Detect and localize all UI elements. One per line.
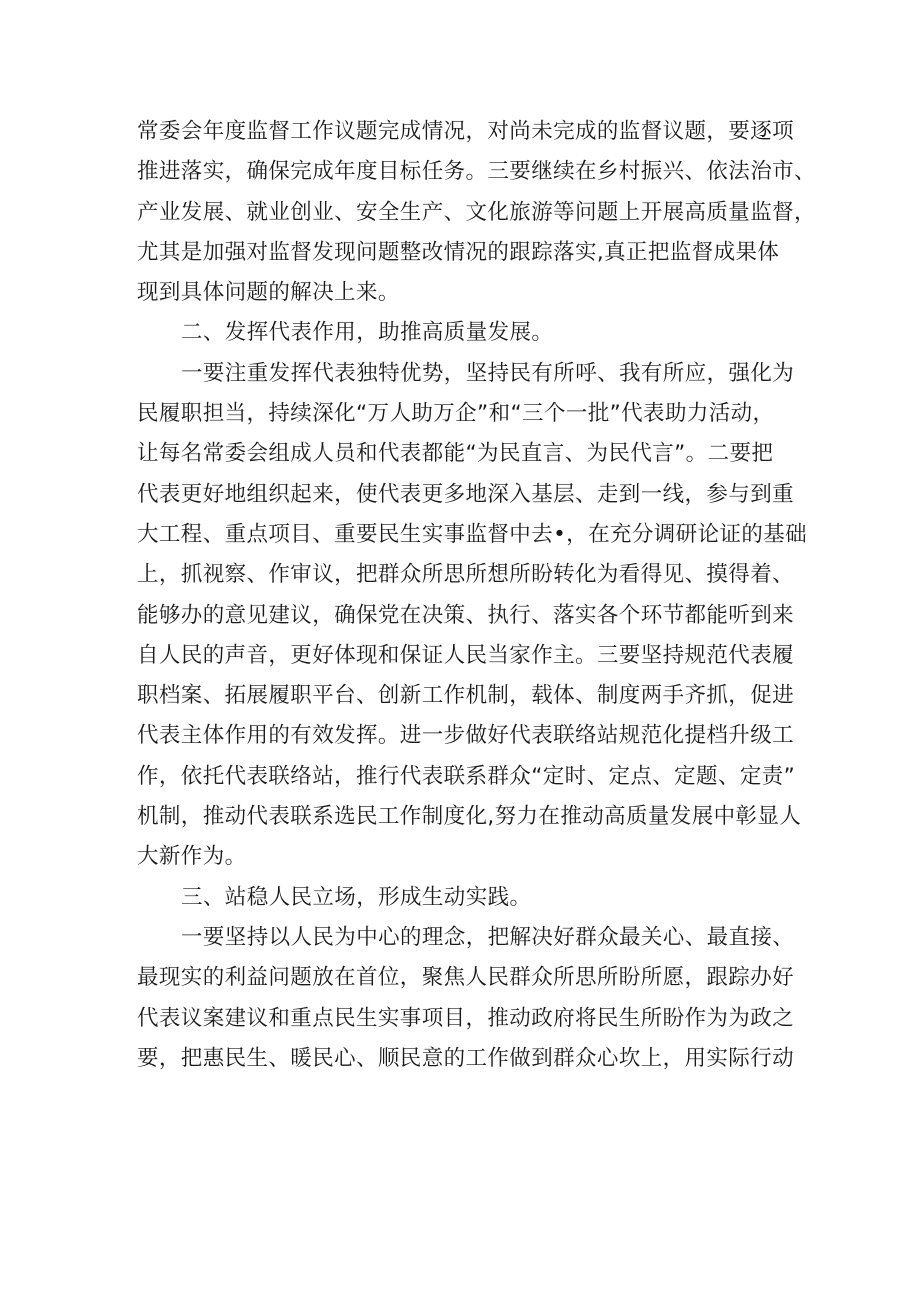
- paragraph-start: 一要注重发挥代表独特优势，坚持民有所呼、我有所应，强化为: [181, 360, 795, 386]
- text-line: 推进落实，确保完成年度目标任务。三要继续在乡村振兴、依法治市、: [137, 159, 816, 185]
- text-line: 能够办的意见建议，确保党在决策、执行、落实各个环节都能听到来: [137, 602, 795, 628]
- text-line: 上，抓视察、作审议，把群众所思所想所盼转化为看得见、摸得着、: [137, 562, 795, 588]
- text-line: 现到具体问题的解决上来。: [137, 280, 400, 306]
- text-line: 产业发展、就业创业、安全生产、文化旅游等问题上开展高质量监督，: [137, 199, 816, 225]
- text-line: 作，依托代表联络站，推行代表联系群众“定时、定点、定题、定责”: [137, 763, 796, 789]
- text-line: 大工程、重点项目、重要民生实事监督中去•，在充分调研论证的基础: [137, 521, 808, 547]
- text-line: 大新作为。: [137, 844, 247, 870]
- text-line: 职档案、拓展履职平台、创新工作机制，载体、制度两手齐抓，促进: [137, 683, 795, 709]
- paragraph-start: 一要坚持以人民为中心的理念，把解决好群众最关心、最直接、: [181, 924, 795, 950]
- section-heading-2: 二、发挥代表作用，助推高质量发展。: [181, 320, 554, 346]
- text-line: 机制，推动代表联系选民工作制度化,努力在推动高质量发展中彰显人: [137, 804, 802, 830]
- text-line: 常委会年度监督工作议题完成情况，对尚未完成的监督议题，要逐项: [137, 119, 795, 144]
- text-line: 民履职担当，持续深化“万人助万企”和“三个一批”代表助力活动，: [137, 401, 775, 427]
- text-line: 尤其是加强对监督发现问题整改情况的跟踪落实,真正把监督成果体: [137, 239, 780, 265]
- text-line: 代表主体作用的有效发挥。进一步做好代表联络站规范化提档升级工: [137, 723, 795, 749]
- text-line: 要，把惠民生、暖民心、顺民意的工作做到群众心坎上，用实际行动: [137, 1045, 795, 1071]
- text-line: 自人民的声音，更好体现和保证人民当家作主。三要坚持规范代表履: [137, 642, 795, 668]
- text-line: 让每名常委会组成人员和代表都能“为民直言、为民代言”。二要把: [137, 441, 774, 467]
- document-body: [137, 112, 816, 1079]
- text-line: 最现实的利益问题放在首位，聚焦人民群众所思所盼所愿，跟踪办好: [137, 965, 795, 991]
- section-heading-3: 三、站稳人民立场，形成生动实践。: [181, 884, 532, 910]
- text-line: 代表更好地组织起来，使代表更多地深入基层、走到一线，参与到重: [137, 481, 795, 507]
- text-line: 代表议案建议和重点民生实事项目，推动政府将民生所盼作为为政之: [137, 1005, 795, 1031]
